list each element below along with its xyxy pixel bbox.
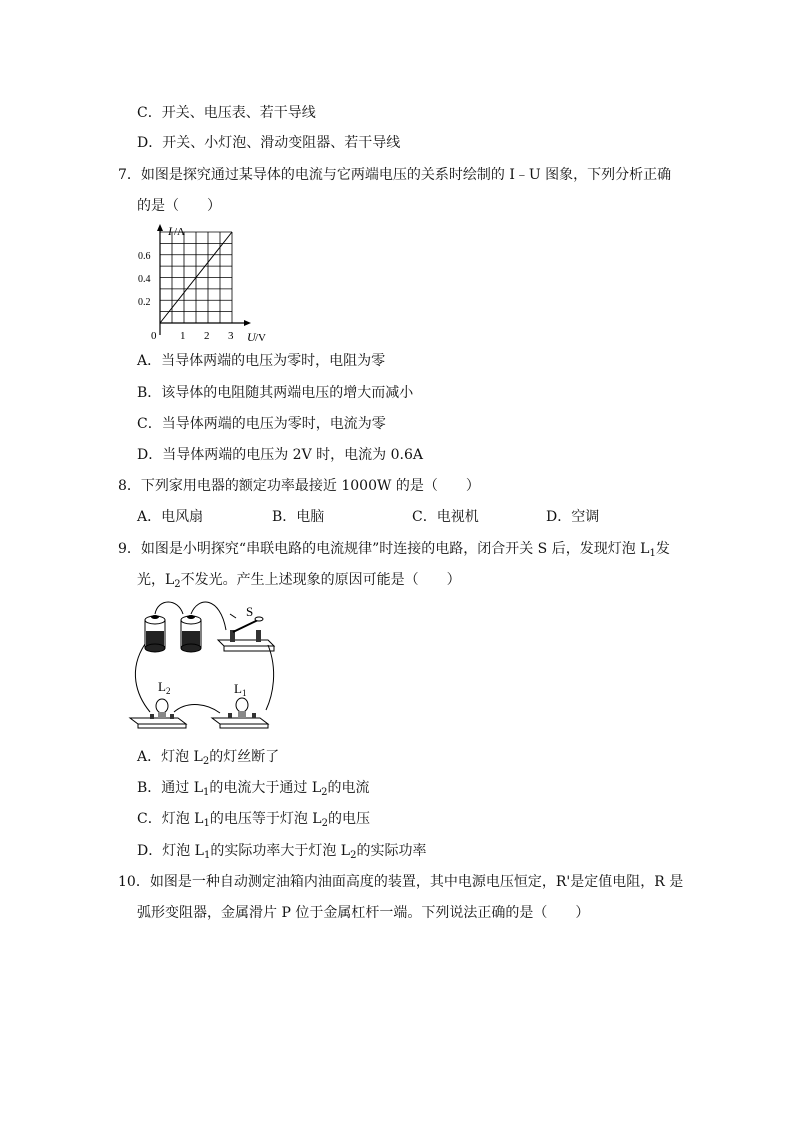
y-tick-label: 0.2 bbox=[138, 297, 151, 308]
q8-option-d: D．空调 bbox=[546, 509, 600, 525]
q7-option-d: D．当导体两端的电压为 2V 时，电流为 0.6A bbox=[137, 447, 423, 463]
q7-stem-line1: 7．如图是探究通过某导体的电流与它两端电压的关系时绘制的 I﹣U 图象，下列分析正确 bbox=[118, 167, 672, 183]
q6-option-c: C．开关、电压表、若干导线 bbox=[137, 105, 316, 121]
y-axis-label-unit: /A bbox=[174, 226, 185, 238]
q9-option-a: A．灯泡 $L_2$的灯丝断了 bbox=[137, 749, 280, 767]
bulb-l2-label: L bbox=[158, 679, 166, 694]
bulb-l1-label: L bbox=[234, 681, 242, 696]
bulb-l2-sub: 2 bbox=[166, 686, 171, 696]
q8-option-c: C．电视机 bbox=[412, 509, 479, 525]
x-tick-label: 3 bbox=[228, 330, 234, 342]
q9-option-c: C．灯泡 $L_1$的电压等于灯泡 $L_2$的电压 bbox=[137, 811, 370, 829]
q7-option-a: A．当导体两端的电压为零时，电阻为零 bbox=[137, 353, 386, 369]
q8-option-a: A．电风扇 bbox=[137, 509, 204, 525]
q9-option-b: B．通过 $L_1$的电流大于通过 $L_2$的电流 bbox=[137, 780, 370, 798]
q6-option-d: D．开关、小灯泡、滑动变阻器、若干导线 bbox=[137, 135, 401, 151]
q8-stem: 8．下列家用电器的额定功率最接近 1000W 的是（ ） bbox=[118, 478, 480, 494]
y-tick-label: 0.6 bbox=[138, 251, 151, 262]
q9-option-d: D．灯泡 $L_1$的实际功率大于灯泡 $L_2$的实际功率 bbox=[137, 843, 427, 861]
x-axis-arrow bbox=[244, 320, 251, 326]
bulb-l2-icon bbox=[130, 699, 186, 728]
q7-option-b: B．该导体的电阻随其两端电压的增大而减小 bbox=[137, 385, 414, 401]
x-tick-label: 2 bbox=[204, 330, 210, 342]
switch-icon bbox=[218, 614, 274, 651]
q9-stem-line2: 光，$L_2$不发光。产生上述现象的原因可能是（ ） bbox=[137, 572, 461, 590]
x-tick-label: 1 bbox=[180, 330, 186, 342]
battery-icon bbox=[181, 615, 201, 652]
q10-stem-line1: 10．如图是一种自动测定油箱内油面高度的装置，其中电源电压恒定，R'是定值电阻，R 是 bbox=[118, 874, 684, 890]
bulb-l1-icon bbox=[212, 698, 268, 728]
q10-stem-line2: 弧形变阻器，金属滑片 P 位于金属杠杆一端。下列说法正确的是（ ） bbox=[137, 905, 590, 921]
x-axis-label-unit: /V bbox=[255, 332, 266, 344]
q7-stem-line2: 的是（ ） bbox=[137, 198, 221, 214]
y-axis-arrow bbox=[157, 224, 163, 231]
bulb-l1-sub: 1 bbox=[242, 688, 247, 698]
q8-option-b: B．电脑 bbox=[272, 509, 325, 525]
y-axis-label-i: I bbox=[168, 224, 172, 238]
q9-stem-line1: 9．如图是小明探究“串联电路的电流规律”时连接的电路，闭合开关 S 后，发现灯泡 $L_1$发 bbox=[118, 541, 670, 559]
iu-graph bbox=[130, 222, 280, 347]
battery-icon bbox=[145, 615, 165, 652]
y-tick-label: 0.4 bbox=[138, 274, 151, 285]
x-axis-label-u: U bbox=[247, 330, 256, 344]
switch-label: S bbox=[246, 604, 254, 619]
origin-label: 0 bbox=[151, 330, 157, 342]
q7-option-c: C．当导体两端的电压为零时，电流为零 bbox=[137, 416, 386, 432]
circuit-diagram bbox=[128, 600, 288, 730]
